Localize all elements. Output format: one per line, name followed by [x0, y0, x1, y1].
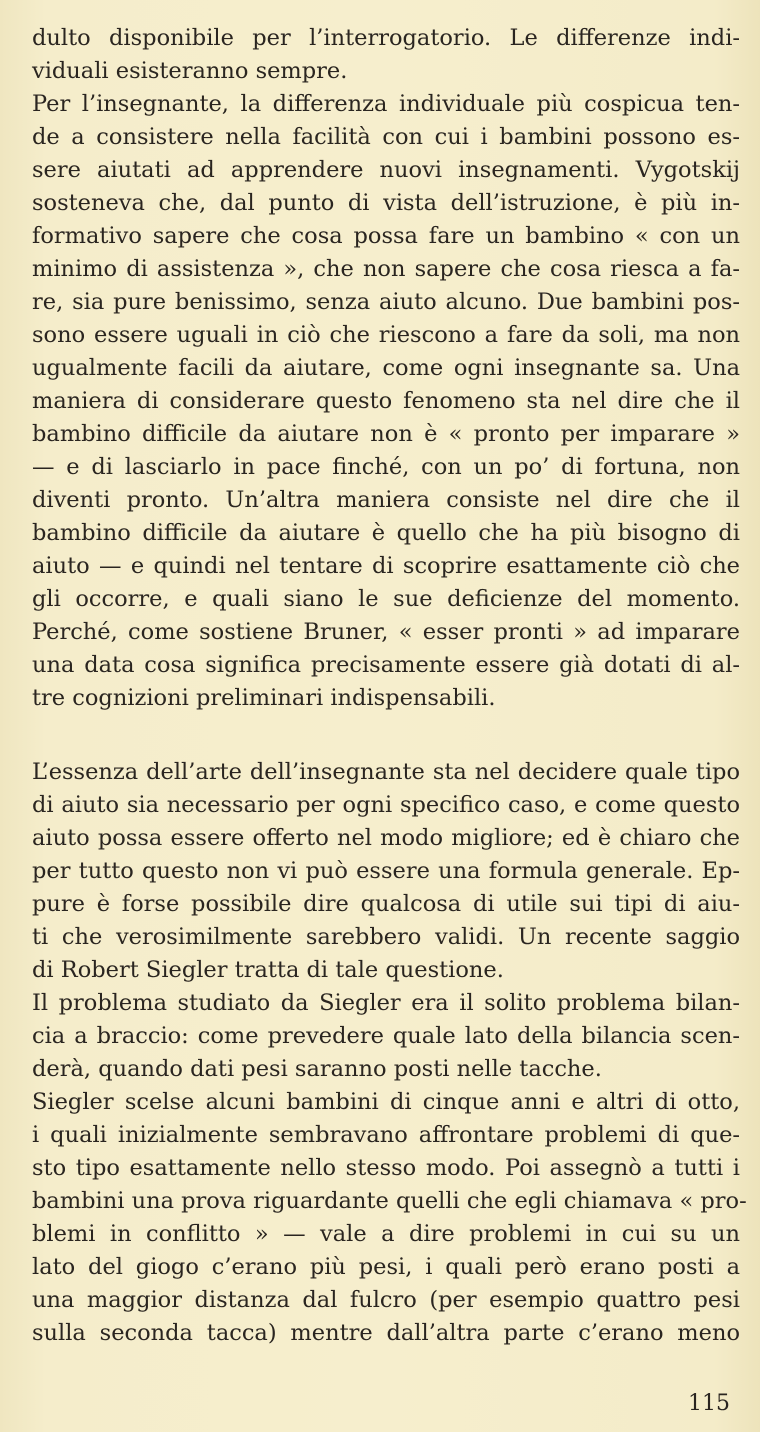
text-line: ugualmente facili da aiutare, come ogni insegnante sa. Una — [32, 355, 740, 381]
text-line: sere aiutati ad apprendere nuovi insegnamenti. Vygotskij — [32, 157, 740, 183]
text-line: dulto disponibile per l’interrogatorio. Le differenze indi- — [32, 25, 740, 51]
text-line: diventi pronto. Un’altra maniera consiste nel dire che il — [32, 487, 740, 513]
text-line: viduali esisteranno sempre. — [32, 58, 348, 84]
text-line: Il problema studiato da Siegler era il solito problema bilan- — [32, 990, 740, 1016]
text-line: per tutto questo non vi può essere una formula generale. Ep- — [32, 858, 740, 884]
text-line: minimo di assistenza », che non sapere che cosa riesca a fa- — [32, 256, 740, 282]
text-line: di Robert Siegler tratta di tale questione. — [32, 957, 504, 983]
text-line: sulla seconda tacca) mentre dall’altra parte c’erano meno — [32, 1320, 740, 1346]
text-line: sto tipo esattamente nello stesso modo. Poi assegnò a tutti i — [32, 1155, 740, 1181]
text-line: sono essere uguali in ciò che riescono a fare da soli, ma non — [32, 322, 740, 348]
text-line: bambino difficile da aiutare è quello che ha più bisogno di — [32, 520, 740, 546]
text-line: Siegler scelse alcuni bambini di cinque anni e altri di otto, — [32, 1089, 740, 1115]
text-line: tre cognizioni preliminari indispensabili. — [32, 685, 496, 711]
text-line: bambini una prova riguardante quelli che egli chiamava « pro- — [32, 1188, 747, 1214]
text-line: — e di lasciarlo in pace finché, con un po’ di fortuna, non — [32, 454, 740, 480]
text-line: formativo sapere che cosa possa fare un bambino « con un — [32, 223, 740, 249]
text-line: aiuto possa essere offerto nel modo migliore; ed è chiaro che — [32, 825, 740, 851]
text-line: i quali inizialmente sembravano affrontare problemi di que- — [32, 1122, 740, 1148]
text-line: blemi in conflitto » — vale a dire problemi in cui su un — [32, 1221, 740, 1247]
text-line: re, sia pure benissimo, senza aiuto alcuno. Due bambini pos- — [32, 289, 740, 315]
text-line: ti che verosimilmente sarebbero validi. Un recente saggio — [32, 924, 740, 950]
text-line: cia a braccio: come prevedere quale lato della bilancia scen- — [32, 1023, 740, 1049]
text-line: gli occorre, e quali siano le sue deficienze del momento. — [32, 586, 740, 612]
text-line: Perché, come sostiene Bruner, « esser pronti » ad imparare — [32, 619, 740, 645]
text-line: Per l’insegnante, la differenza individuale più cospicua ten- — [32, 91, 740, 117]
text-line: sosteneva che, dal punto di vista dell’istruzione, è più in- — [32, 190, 740, 216]
text-line: di aiuto sia necessario per ogni specifico caso, e come questo — [32, 792, 740, 818]
text-line: de a consistere nella facilità con cui i bambini possono es- — [32, 124, 740, 150]
text-line: bambino difficile da aiutare non è « pronto per imparare » — [32, 421, 740, 447]
text-line: aiuto — e quindi nel tentare di scoprire esattamente ciò che — [32, 553, 740, 579]
text-line: derà, quando dati pesi saranno posti nelle tacche. — [32, 1056, 602, 1082]
page-number: 115 — [688, 1391, 730, 1416]
text-line: una data cosa significa precisamente essere già dotati di al- — [32, 652, 740, 678]
text-line: pure è forse possibile dire qualcosa di utile sui tipi di aiu- — [32, 891, 740, 917]
text-line: lato del giogo c’erano più pesi, i quali però erano posti a — [32, 1254, 740, 1280]
text-line: maniera di considerare questo fenomeno sta nel dire che il — [32, 388, 740, 414]
text-line: L’essenza dell’arte dell’insegnante sta nel decidere quale tipo — [32, 759, 740, 785]
text-line: una maggior distanza dal fulcro (per esempio quattro pesi — [32, 1287, 740, 1313]
